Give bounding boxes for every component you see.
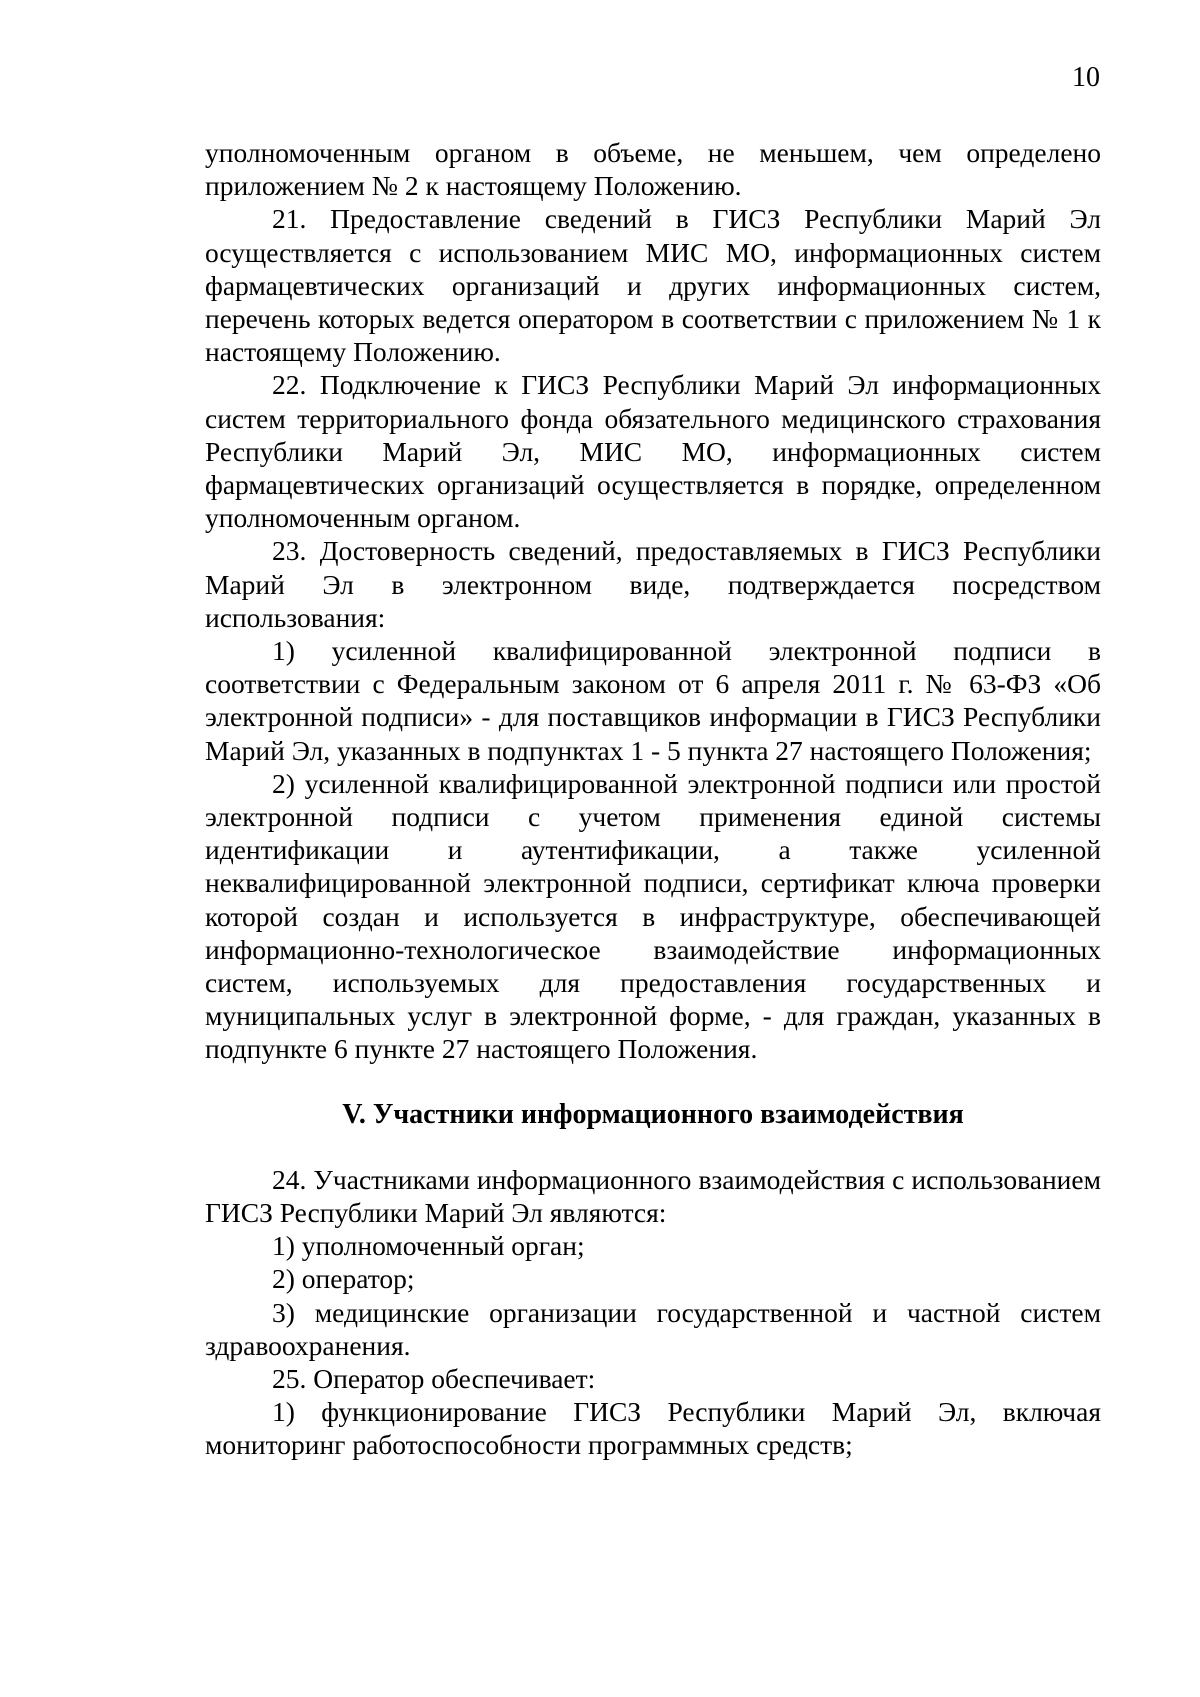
paragraph-25: 25. Оператор обеспечивает:: [272, 1362, 596, 1394]
paragraph-21: 21. Предоставление сведений в ГИСЗ Республики Марий Эл осуществляется с использованием МИС МО, информационных систем фармацевтических организаций и других информационных систем, перечень которых ведется оператором в соответствии с приложением № 1 к настоящему Положению.: [205, 203, 1101, 368]
paragraph-24-item-3: 3) медицинские организации государственной и частной систем здравоохранения.: [205, 1296, 1101, 1361]
paragraph-22: 22. Подключение к ГИСЗ Республики Марий Эл информационных систем территориального фонда обязательного медицинского страхования Республики Марий Эл, МИС МО, информационных систем фармацевтических организаций осуществляется в порядке, определенном уполномоченным органом.: [205, 369, 1101, 534]
paragraph-25-item-1: 1) функционирование ГИСЗ Республики Марий Эл, включая мониторинг работоспособности программных средств;: [205, 1396, 1101, 1461]
paragraph-continuation: уполномоченным органом в объеме, не меньшем, чем определено приложением № 2 к настоящему Положению.: [205, 137, 1101, 202]
section-heading: V. Участники информационного взаимодействия: [342, 1098, 964, 1130]
paragraph-24-item-1: 1) уполномоченный орган;: [272, 1230, 585, 1262]
page-number: 10: [1072, 62, 1100, 93]
document-body: [205, 136, 1101, 1462]
paragraph-23: 23. Достоверность сведений, предоставляемых в ГИСЗ Республики Марий Эл в электронном виде, подтверждается посредством использования:: [205, 535, 1101, 633]
paragraph-24: 24. Участниками информационного взаимодействия с использованием ГИСЗ Республики Марий Эл являются:: [205, 1163, 1101, 1228]
paragraph-23-item-2: 2) усиленной квалифицированной электронной подписи или простой электронной подписи с учетом применения единой системы идентификации и аутентификации, а также усиленной неквалифицированной электронной подписи, сертификат ключа проверки которой создан и используется в инфраструктуре, обеспечивающей информационно-технологическое взаимодействие информационных систем, используемых для предоставления государственных и муниципальных услуг в электронной форме, - для граждан, указанных в подпункте 6 пункте 27 настоящего Положения.: [205, 767, 1101, 1065]
paragraph-24-item-2: 2) оператор;: [272, 1263, 415, 1295]
paragraph-23-item-1: 1) усиленной квалифицированной электронной подписи в соответствии с Федеральным законом от 6 апреля 2011 г. № 63-ФЗ «Об электронной подписи» - для поставщиков информации в ГИСЗ Республики Марий Эл, указанных в подпунктах 1 - 5 пункта 27 настоящего Положения;: [205, 635, 1101, 766]
